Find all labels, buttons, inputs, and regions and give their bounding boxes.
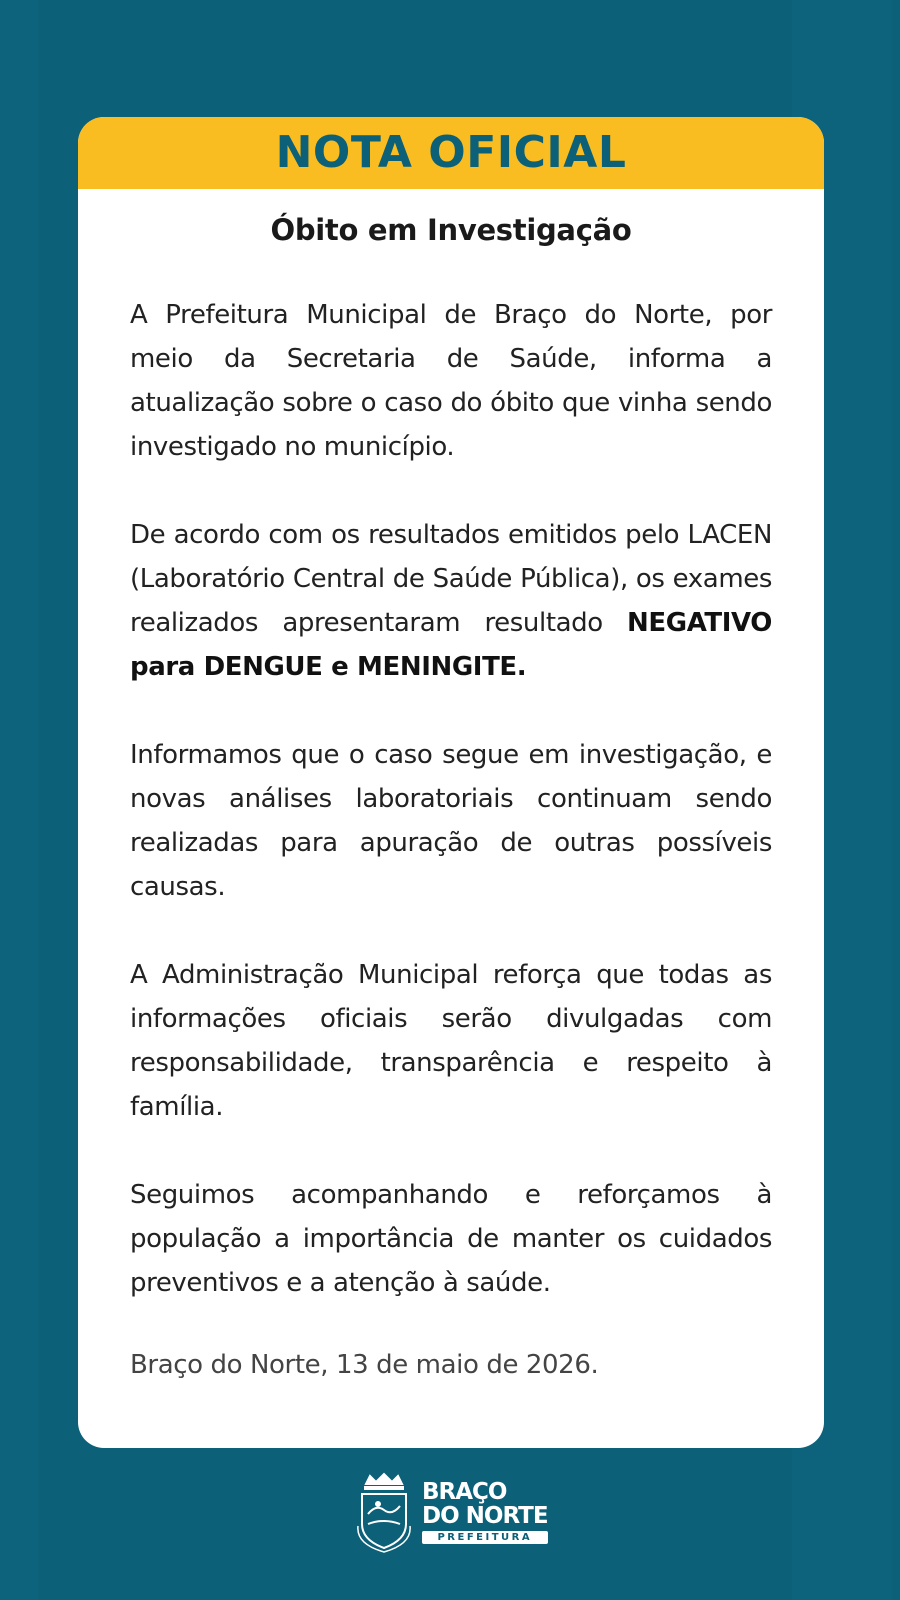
official-note-card xyxy=(78,117,824,1448)
paragraph-prevention: Seguimos acompanhando e reforçamos à população a importância de manter os cuidados preventivos e a atenção à saúde. xyxy=(130,1180,772,1298)
card-header xyxy=(78,117,824,189)
paragraph-investigation: Informamos que o caso segue em investigação, e novas análises laboratoriais continuam sendo realizadas para apuração de outras possíveis causas. xyxy=(130,740,772,902)
municipal-crest-icon xyxy=(354,1470,414,1554)
paragraph-administration: A Administração Municipal reforça que todas as informações oficiais serão divulgadas com responsabilidade, transparência e respeito à família. xyxy=(130,960,772,1122)
paragraph-intro: A Prefeitura Municipal de Braço do Norte, por meio da Secretaria de Saúde, informa a atualização sobre o caso do óbito que vinha sendo investigado no município. xyxy=(130,300,772,462)
negative-result-highlight: NEGATIVO para DENGUE e MENINGITE. xyxy=(130,608,772,682)
logo-subtitle: PREFEITURA xyxy=(422,1531,548,1544)
paragraph-lab-results xyxy=(130,513,772,689)
logo-line-2: DO NORTE xyxy=(422,1503,548,1529)
card-subtitle: Óbito em Investigação xyxy=(270,213,632,247)
card-title: NOTA OFICIAL xyxy=(275,127,627,178)
paragraph-lab-results-text: De acordo com os resultados emitidos pelo LACEN (Laboratório Central de Saúde Pública), os exames realizados apresentaram resultado xyxy=(130,520,772,638)
card-body xyxy=(78,293,824,1387)
logo-text xyxy=(422,1480,548,1544)
date-line: Braço do Norte, 13 de maio de 2026. xyxy=(130,1350,599,1380)
logo-line-1: BRAÇO xyxy=(422,1479,507,1505)
prefeitura-logo xyxy=(354,1470,564,1554)
